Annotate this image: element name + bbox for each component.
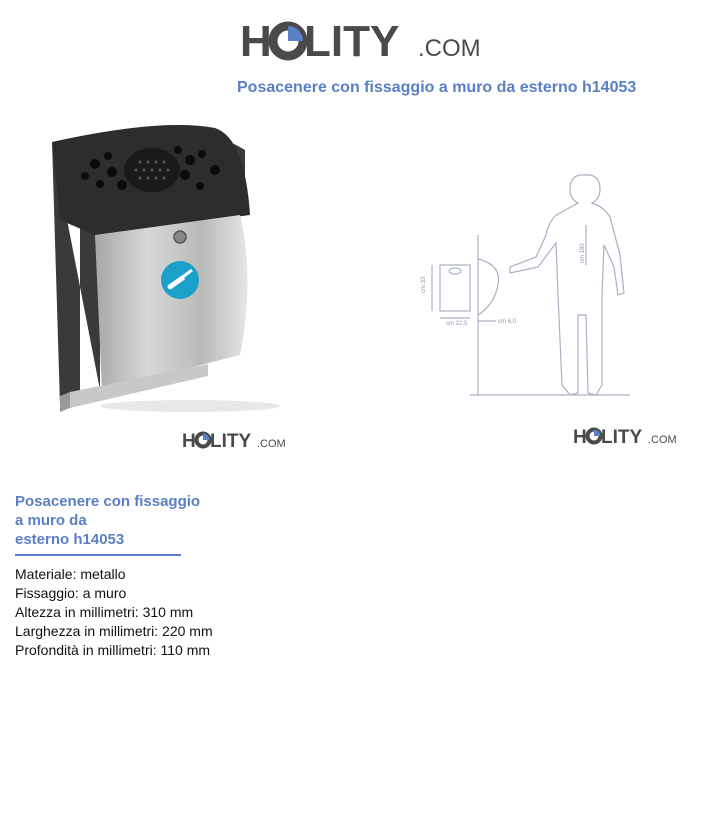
spec-width: Larghezza in millimetri: 220 mm: [15, 623, 213, 639]
bin-depth-label: cm 6,0: [498, 319, 517, 325]
svg-text:.COM: .COM: [648, 434, 677, 446]
product-photo: [40, 120, 280, 420]
person-height-label: cm 180: [580, 243, 586, 263]
page-title: Posacenere con fissaggio a muro da esterno h14053: [237, 79, 637, 96]
svg-text:H: H: [182, 431, 196, 452]
svg-text:H: H: [240, 17, 272, 66]
spec-list: [15, 565, 213, 660]
svg-text:LITY: LITY: [210, 431, 252, 452]
spec-height: Altezza in millimetri: 310 mm: [15, 604, 194, 620]
product-name: [15, 492, 235, 549]
product-name-line: Posacenere con fissaggio: [15, 493, 201, 510]
svg-text:.COM: .COM: [257, 438, 286, 450]
svg-text:H: H: [573, 427, 587, 448]
divider: [15, 554, 181, 556]
spec-depth: Profondità in millimetri: 110 mm: [15, 642, 211, 658]
diagram-logo: [573, 424, 683, 450]
product-name-line: esterno h14053: [15, 531, 125, 548]
svg-text:.COM: .COM: [418, 35, 481, 62]
spec-material: Materiale: metallo: [15, 566, 126, 582]
spec-mounting: Fissaggio: a muro: [15, 585, 127, 601]
bin-width-label: cm 22,5: [446, 321, 468, 327]
svg-text:LITY: LITY: [304, 17, 400, 66]
product-photo-logo: [182, 428, 292, 454]
svg-text:LITY: LITY: [601, 427, 643, 448]
product-name-line: a muro da: [15, 512, 87, 529]
dimension-diagram: [410, 155, 670, 415]
brand-logo[interactable]: [240, 14, 490, 70]
bin-height-label: cm 33: [421, 276, 427, 293]
